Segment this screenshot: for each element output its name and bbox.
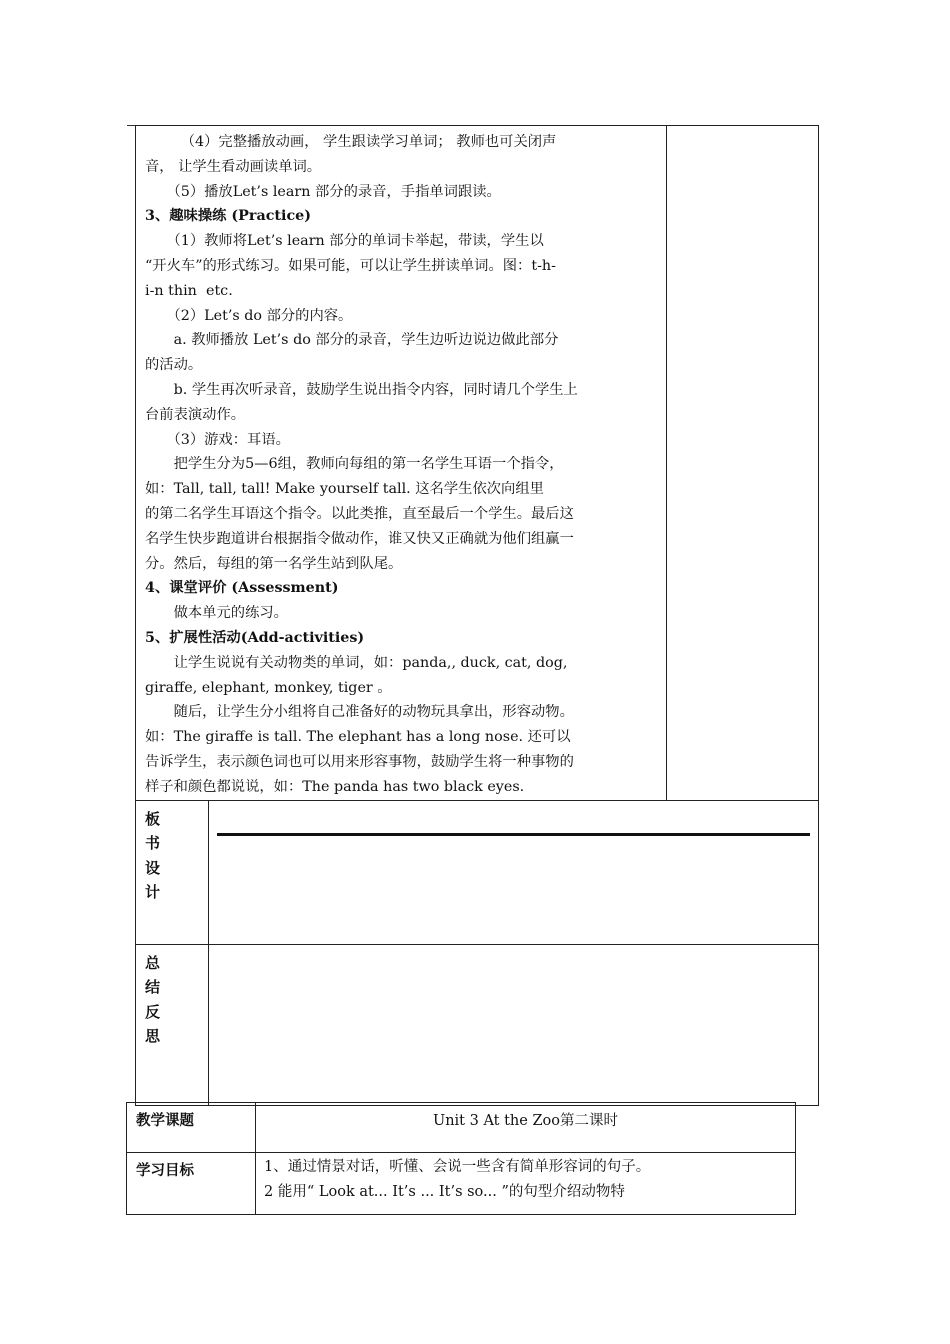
topic-label: 教学课题 xyxy=(136,1112,194,1129)
lesson-info-table xyxy=(126,1102,796,1215)
procedure-text xyxy=(136,126,666,800)
section-heading: 5、扩展性活动(Add-activities) xyxy=(145,629,365,646)
topic-label-cell xyxy=(127,1103,256,1153)
summary-cell xyxy=(209,944,819,1105)
procedure-line: 做本单元的练习。 xyxy=(145,605,288,622)
board-rule xyxy=(217,833,810,836)
topic-value: Unit 3 At the Zoo第二课时 xyxy=(432,1113,618,1129)
procedure-line: 音， 让学生看动画读单词。 xyxy=(145,158,322,175)
procedure-line: giraffe, elephant, monkey, tiger 。 xyxy=(145,679,392,696)
label-char: 结 xyxy=(145,978,161,997)
label-char: 思 xyxy=(145,1027,161,1046)
procedure-line: 告诉学生，表示颜色词也可以用来形容事物，鼓励学生将一种事物的 xyxy=(145,753,574,770)
label-char: 总 xyxy=(145,953,161,972)
label-char: 设 xyxy=(145,858,161,877)
procedure-line: 把学生分为5—6组，教师向每组的第一名学生耳语一个指令， xyxy=(145,456,564,473)
topic-value-cell xyxy=(256,1103,796,1153)
procedure-line: （3）游戏：耳语。 xyxy=(145,431,290,448)
procedure-line: 的第二名学生耳语这个指令。以此类推，直至最后一个学生。最后这 xyxy=(145,505,574,522)
goal-label: 学习目标 xyxy=(136,1162,194,1179)
summary-label-cell xyxy=(136,944,209,1105)
procedure-line: 的活动。 xyxy=(145,357,203,374)
procedure-line: a. 教师播放 Let’s do 部分的录音，学生边听边说边做此部分 xyxy=(145,332,559,349)
procedure-line: （5）播放Let’s learn 部分的录音，手指单词跟读。 xyxy=(145,183,501,200)
procedure-line: 随后，让学生分小组将自己准备好的动物玩具拿出，形容动物。 xyxy=(145,704,574,721)
procedure-line: 如：Tall, tall, tall! Make yourself tall. 这名学生依次向组里 xyxy=(145,481,544,498)
procedure-line: （2）Let’s do 部分的内容。 xyxy=(145,307,353,324)
procedure-line: （4）完整播放动画， 学生跟读学习单词； 教师也可关闭声 xyxy=(145,134,557,150)
goal-item: 1、通过情景对话，听懂、会说一些含有简单形容词的句子。 xyxy=(264,1159,651,1175)
label-char: 书 xyxy=(145,834,161,853)
procedure-line: 样子和颜色都说说，如：The panda has two black eyes. xyxy=(145,778,525,795)
goal-list xyxy=(256,1153,795,1204)
board-design-label xyxy=(136,801,175,905)
board-design-cell xyxy=(209,800,819,944)
board-design-label-cell xyxy=(136,800,209,944)
label-char: 反 xyxy=(145,1002,161,1021)
notes-cell xyxy=(667,126,819,801)
label-char: 板 xyxy=(145,809,161,828)
procedure-line: （1）教师将Let’s learn 部分的单词卡举起，带读，学生以 xyxy=(145,233,544,250)
section-heading: 4、课堂评价 (Assessment) xyxy=(145,580,339,597)
procedure-line: b. 学生再次听录音，鼓励学生说出指令内容，同时请几个学生上 xyxy=(145,381,578,398)
section-heading: 3、趣味操练 (Practice) xyxy=(145,208,312,225)
procedure-line: 让学生说说有关动物类的单词，如：panda,, duck, cat, dog, xyxy=(145,654,568,671)
summary-label xyxy=(136,945,175,1049)
goal-label-cell xyxy=(127,1153,256,1215)
label-char: 计 xyxy=(145,883,161,902)
lesson-plan-table xyxy=(135,125,819,1106)
procedure-line: 如：The giraffe is tall. The elephant has a long nose. 还可以 xyxy=(145,729,571,746)
goal-value-cell xyxy=(256,1153,796,1215)
procedure-line: 名学生快步跑道讲台根据指令做动作，谁又快又正确就为他们组赢一 xyxy=(145,530,574,547)
procedure-line: 分。然后，每组的第一名学生站到队尾。 xyxy=(145,555,403,572)
procedure-line: 台前表演动作。 xyxy=(145,406,246,423)
goal-item: 2 能用“ Look at... It’s ... It’s so... ”的句型介绍动物特 xyxy=(264,1183,625,1200)
procedure-line: i-n thin etc. xyxy=(145,282,233,299)
procedure-line: “开火车”的形式练习。如果可能，可以让学生拼读单词。图：t-h- xyxy=(145,257,556,274)
procedure-cell xyxy=(136,126,667,801)
